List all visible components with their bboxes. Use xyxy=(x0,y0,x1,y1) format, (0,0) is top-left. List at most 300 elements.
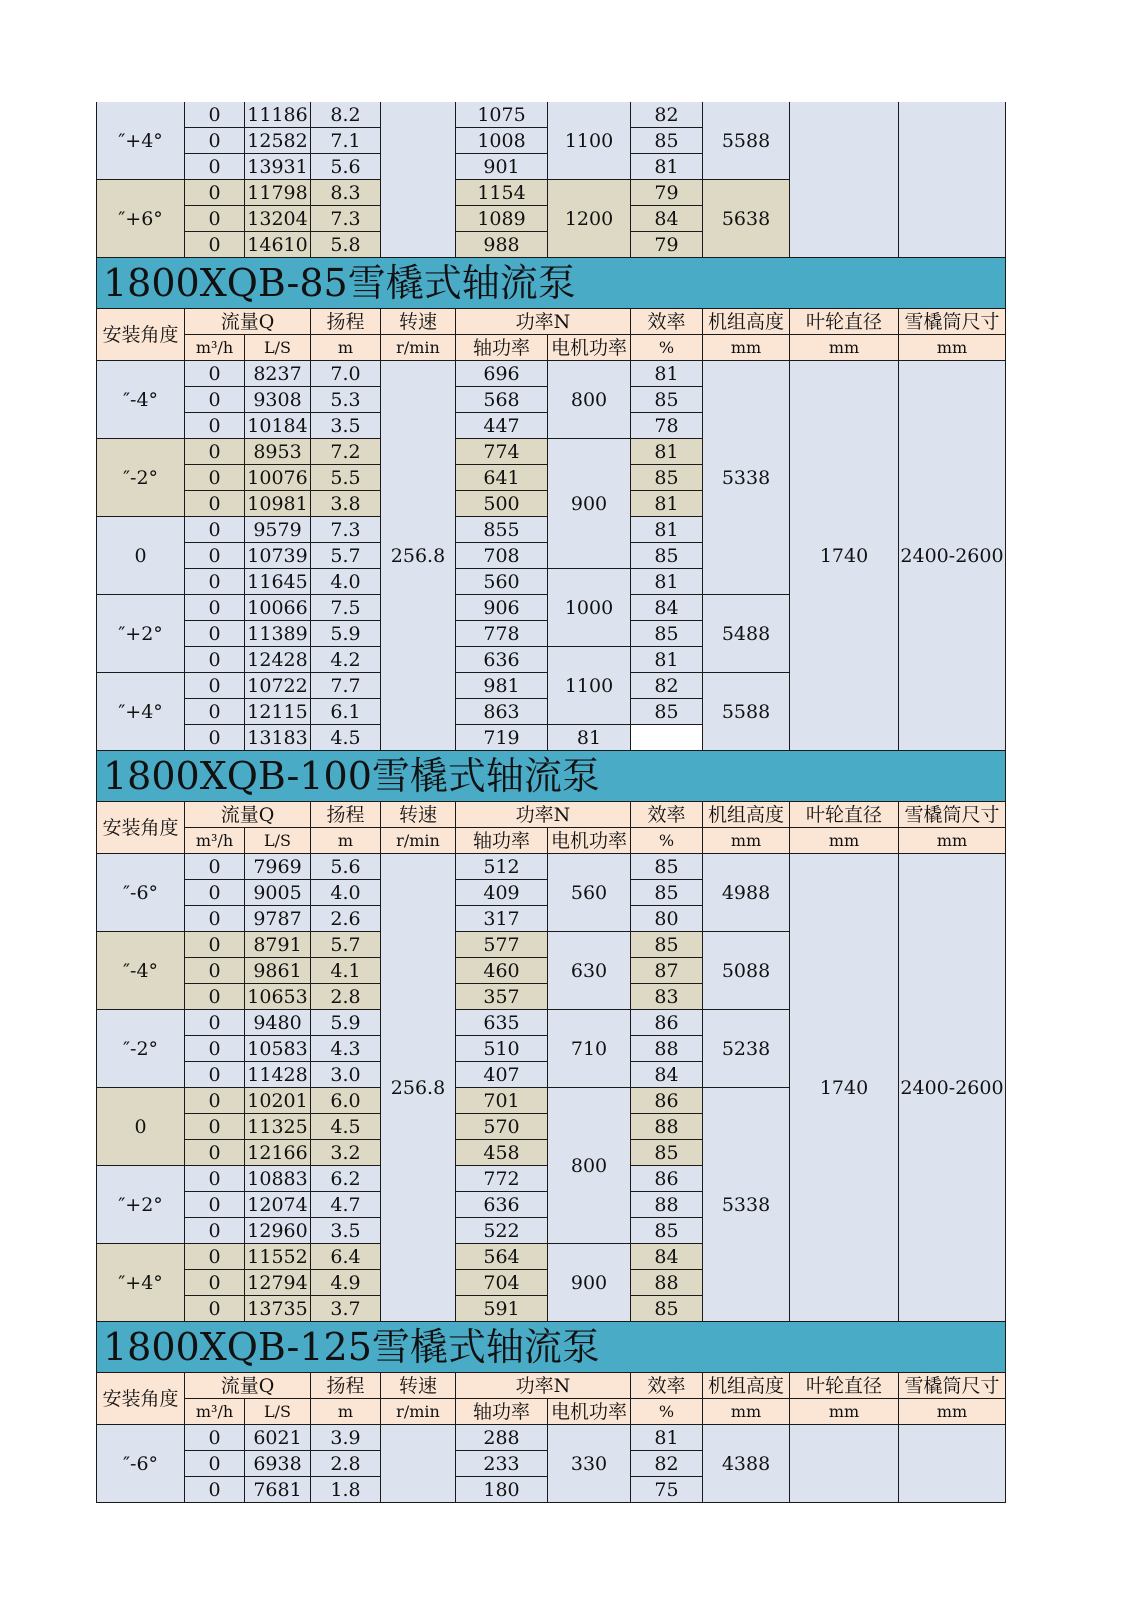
efficiency-cell: 85 xyxy=(631,854,703,880)
angle-cell: ″+4° xyxy=(97,1244,185,1322)
shaft-power-cell: 233 xyxy=(456,1451,548,1477)
flow-m3h-cell: 0 xyxy=(185,1244,245,1270)
head-cell: 5.9 xyxy=(311,621,381,647)
efficiency-cell: 85 xyxy=(631,699,703,725)
head-cell: 6.1 xyxy=(311,699,381,725)
efficiency-cell: 81 xyxy=(631,647,703,673)
header-row xyxy=(97,1373,1006,1399)
flow-ls-cell: 8237 xyxy=(245,361,311,387)
flow-ls-cell: 12074 xyxy=(245,1192,311,1218)
efficiency-cell: 81 xyxy=(631,154,703,180)
unit-percent: % xyxy=(631,828,703,854)
header-barrel: 雪橇筒尺寸 xyxy=(899,309,1006,335)
motor-power-cell: 560 xyxy=(548,854,631,932)
header-speed: 转速 xyxy=(381,802,456,828)
head-cell: 3.5 xyxy=(311,413,381,439)
header-impeller: 叶轮直径 xyxy=(790,309,899,335)
efficiency-cell: 80 xyxy=(631,906,703,932)
unit-m: m xyxy=(311,335,381,361)
speed-cell: 256.8 xyxy=(381,854,456,1322)
head-cell: 3.7 xyxy=(311,1296,381,1322)
efficiency-cell: 85 xyxy=(631,465,703,491)
header-unit-height: 机组高度 xyxy=(703,802,790,828)
unit-height-cell: 5088 xyxy=(703,932,790,1010)
angle-cell: ″-4° xyxy=(97,361,185,439)
head-cell: 5.8 xyxy=(311,232,381,258)
unit-m3h: m³/h xyxy=(185,335,245,361)
shaft-power-cell: 522 xyxy=(456,1218,548,1244)
shaft-power-cell: 906 xyxy=(456,595,548,621)
head-cell: 5.3 xyxy=(311,387,381,413)
efficiency-cell: 82 xyxy=(631,1451,703,1477)
flow-ls-cell: 11645 xyxy=(245,569,311,595)
unit-ls: L/S xyxy=(245,828,311,854)
shaft-power-cell: 512 xyxy=(456,854,548,880)
motor-power-cell: 1100 xyxy=(548,102,631,180)
barrel-cell xyxy=(899,102,1006,258)
head-cell: 1.8 xyxy=(311,1477,381,1503)
efficiency-cell: 85 xyxy=(631,880,703,906)
shaft-power-cell: 636 xyxy=(456,647,548,673)
head-cell: 3.8 xyxy=(311,491,381,517)
unit-mm: mm xyxy=(899,828,1006,854)
shaft-power-cell: 701 xyxy=(456,1088,548,1114)
flow-m3h-cell: 0 xyxy=(185,1270,245,1296)
impeller-cell xyxy=(790,102,899,258)
flow-m3h-cell: 0 xyxy=(185,854,245,880)
head-cell: 5.7 xyxy=(311,543,381,569)
unit-m3h: m³/h xyxy=(185,828,245,854)
shaft-power-cell: 357 xyxy=(456,984,548,1010)
efficiency-cell: 86 xyxy=(631,1088,703,1114)
header-head: 扬程 xyxy=(311,1373,381,1399)
shaft-power-cell: 988 xyxy=(456,232,548,258)
unit-ls: L/S xyxy=(245,1399,311,1425)
section-title: 1800XQB-100雪橇式轴流泵 xyxy=(97,751,1006,802)
flow-m3h-cell: 0 xyxy=(185,958,245,984)
header-head: 扬程 xyxy=(311,309,381,335)
shaft-power-cell: 568 xyxy=(456,387,548,413)
efficiency-cell: 87 xyxy=(631,958,703,984)
unit-mm: mm xyxy=(703,1399,790,1425)
unit-mm: mm xyxy=(790,335,899,361)
flow-ls-cell: 9861 xyxy=(245,958,311,984)
flow-ls-cell: 10201 xyxy=(245,1088,311,1114)
unit-height-cell: 4988 xyxy=(703,854,790,932)
unit-mm: mm xyxy=(703,335,790,361)
unit-percent: % xyxy=(631,335,703,361)
flow-ls-cell: 7681 xyxy=(245,1477,311,1503)
efficiency-cell: 85 xyxy=(631,543,703,569)
flow-m3h-cell: 0 xyxy=(185,361,245,387)
unit-mm: mm xyxy=(899,335,1006,361)
head-cell: 5.6 xyxy=(311,154,381,180)
header-efficiency: 效率 xyxy=(631,309,703,335)
flow-ls-cell: 9005 xyxy=(245,880,311,906)
head-cell: 7.7 xyxy=(311,673,381,699)
header-impeller: 叶轮直径 xyxy=(790,1373,899,1399)
motor-power-cell: 900 xyxy=(548,1244,631,1322)
head-cell: 8.3 xyxy=(311,180,381,206)
shaft-power-cell: 901 xyxy=(456,154,548,180)
flow-m3h-cell: 0 xyxy=(185,1088,245,1114)
barrel-cell: 2400-2600 xyxy=(899,361,1006,751)
shaft-power-cell: 1154 xyxy=(456,180,548,206)
shaft-power-cell: 510 xyxy=(456,1036,548,1062)
section-title-row xyxy=(97,751,1006,802)
head-cell: 2.6 xyxy=(311,906,381,932)
flow-ls-cell: 8953 xyxy=(245,439,311,465)
motor-power-cell: 1100 xyxy=(548,647,631,725)
unit-height-cell: 5588 xyxy=(703,673,790,751)
flow-m3h-cell: 0 xyxy=(185,206,245,232)
head-cell: 3.0 xyxy=(311,1062,381,1088)
motor-power-cell: 800 xyxy=(548,1088,631,1244)
angle-cell: 0 xyxy=(97,517,185,595)
header-flow: 流量Q xyxy=(185,1373,311,1399)
header-speed: 转速 xyxy=(381,309,456,335)
header-motor-power: 电机功率 xyxy=(548,828,631,854)
flow-m3h-cell: 0 xyxy=(185,1477,245,1503)
angle-cell: ″+2° xyxy=(97,595,185,673)
flow-ls-cell: 12960 xyxy=(245,1218,311,1244)
flow-ls-cell: 10066 xyxy=(245,595,311,621)
flow-m3h-cell: 0 xyxy=(185,439,245,465)
unit-percent: % xyxy=(631,1399,703,1425)
unit-row xyxy=(97,335,1006,361)
head-cell: 4.2 xyxy=(311,647,381,673)
flow-m3h-cell: 0 xyxy=(185,1062,245,1088)
flow-m3h-cell: 0 xyxy=(185,465,245,491)
efficiency-cell: 84 xyxy=(631,206,703,232)
shaft-power-cell: 719 xyxy=(456,725,548,751)
flow-ls-cell: 11428 xyxy=(245,1062,311,1088)
head-cell: 6.4 xyxy=(311,1244,381,1270)
efficiency-cell: 84 xyxy=(631,1062,703,1088)
header-impeller: 叶轮直径 xyxy=(790,802,899,828)
flow-ls-cell: 13204 xyxy=(245,206,311,232)
header-shaft-power: 轴功率 xyxy=(456,828,548,854)
unit-height-cell: 4388 xyxy=(703,1425,790,1503)
head-cell: 2.8 xyxy=(311,984,381,1010)
flow-ls-cell: 10184 xyxy=(245,413,311,439)
motor-power-cell: 330 xyxy=(548,1425,631,1503)
efficiency-cell: 88 xyxy=(631,1270,703,1296)
shaft-power-cell: 317 xyxy=(456,906,548,932)
shaft-power-cell: 409 xyxy=(456,880,548,906)
flow-m3h-cell: 0 xyxy=(185,128,245,154)
angle-cell: ″+6° xyxy=(97,180,185,258)
flow-ls-cell: 10981 xyxy=(245,491,311,517)
section-title: 1800XQB-85雪橇式轴流泵 xyxy=(97,258,1006,309)
shaft-power-cell: 180 xyxy=(456,1477,548,1503)
motor-power-cell: 710 xyxy=(548,1010,631,1088)
shaft-power-cell: 778 xyxy=(456,621,548,647)
flow-m3h-cell: 0 xyxy=(185,932,245,958)
efficiency-cell: 75 xyxy=(631,1477,703,1503)
head-cell: 4.5 xyxy=(311,725,381,751)
unit-ls: L/S xyxy=(245,335,311,361)
head-cell: 4.9 xyxy=(311,1270,381,1296)
efficiency-cell: 85 xyxy=(631,1140,703,1166)
shaft-power-cell: 460 xyxy=(456,958,548,984)
flow-ls-cell: 11552 xyxy=(245,1244,311,1270)
header-barrel: 雪橇筒尺寸 xyxy=(899,1373,1006,1399)
table-row xyxy=(97,102,1006,128)
unit-row xyxy=(97,828,1006,854)
impeller-cell: 1740 xyxy=(790,854,899,1322)
head-cell: 7.3 xyxy=(311,206,381,232)
section-title-row xyxy=(97,258,1006,309)
head-cell: 3.9 xyxy=(311,1425,381,1451)
flow-m3h-cell: 0 xyxy=(185,180,245,206)
flow-m3h-cell: 0 xyxy=(185,1451,245,1477)
efficiency-cell: 85 xyxy=(631,128,703,154)
header-angle: 安装角度 xyxy=(97,802,185,854)
efficiency-cell: 79 xyxy=(631,180,703,206)
efficiency-cell: 86 xyxy=(631,1010,703,1036)
header-speed: 转速 xyxy=(381,1373,456,1399)
flow-ls-cell: 7969 xyxy=(245,854,311,880)
flow-m3h-cell: 0 xyxy=(185,906,245,932)
shaft-power-cell: 708 xyxy=(456,543,548,569)
flow-ls-cell: 13183 xyxy=(245,725,311,751)
shaft-power-cell: 772 xyxy=(456,1166,548,1192)
head-cell: 6.2 xyxy=(311,1166,381,1192)
shaft-power-cell: 577 xyxy=(456,932,548,958)
shaft-power-cell: 696 xyxy=(456,361,548,387)
flow-ls-cell: 8791 xyxy=(245,932,311,958)
flow-ls-cell: 12428 xyxy=(245,647,311,673)
motor-power-cell: 800 xyxy=(548,361,631,439)
efficiency-cell: 83 xyxy=(631,984,703,1010)
angle-cell: ″-6° xyxy=(97,1425,185,1503)
flow-ls-cell: 9579 xyxy=(245,517,311,543)
efficiency-cell: 86 xyxy=(631,1166,703,1192)
flow-ls-cell: 12115 xyxy=(245,699,311,725)
flow-m3h-cell: 0 xyxy=(185,517,245,543)
header-shaft-power: 轴功率 xyxy=(456,1399,548,1425)
header-efficiency: 效率 xyxy=(631,802,703,828)
shaft-power-cell: 641 xyxy=(456,465,548,491)
efficiency-cell: 82 xyxy=(631,673,703,699)
head-cell: 4.7 xyxy=(311,1192,381,1218)
shaft-power-cell: 704 xyxy=(456,1270,548,1296)
impeller-cell xyxy=(790,1425,899,1503)
motor-power-cell: 1000 xyxy=(548,569,631,647)
flow-ls-cell: 6938 xyxy=(245,1451,311,1477)
flow-m3h-cell: 0 xyxy=(185,387,245,413)
flow-m3h-cell: 0 xyxy=(185,1218,245,1244)
header-row xyxy=(97,309,1006,335)
efficiency-cell: 78 xyxy=(631,413,703,439)
head-cell: 5.9 xyxy=(311,1010,381,1036)
angle-cell: 0 xyxy=(97,1088,185,1166)
angle-cell: ″-2° xyxy=(97,1010,185,1088)
efficiency-cell: 82 xyxy=(631,102,703,128)
efficiency-cell: 84 xyxy=(631,1244,703,1270)
spreadsheet-page xyxy=(96,102,1005,1503)
efficiency-cell: 81 xyxy=(631,439,703,465)
unit-height-cell: 5588 xyxy=(703,102,790,180)
efficiency-cell: 79 xyxy=(631,232,703,258)
flow-ls-cell: 11186 xyxy=(245,102,311,128)
flow-m3h-cell: 0 xyxy=(185,1166,245,1192)
efficiency-cell: 85 xyxy=(631,621,703,647)
shaft-power-cell: 447 xyxy=(456,413,548,439)
efficiency-cell: 81 xyxy=(631,569,703,595)
angle-cell: ″-2° xyxy=(97,439,185,517)
efficiency-cell: 81 xyxy=(631,517,703,543)
flow-ls-cell: 6021 xyxy=(245,1425,311,1451)
speed-cell: 256.8 xyxy=(381,361,456,751)
shaft-power-cell: 407 xyxy=(456,1062,548,1088)
unit-m: m xyxy=(311,1399,381,1425)
shaft-power-cell: 774 xyxy=(456,439,548,465)
head-cell: 2.8 xyxy=(311,1451,381,1477)
head-cell: 7.5 xyxy=(311,595,381,621)
flow-ls-cell: 11798 xyxy=(245,180,311,206)
motor-power-cell: 900 xyxy=(548,439,631,569)
header-angle: 安装角度 xyxy=(97,1373,185,1425)
unit-height-cell: 5238 xyxy=(703,1010,790,1088)
flow-ls-cell: 9787 xyxy=(245,906,311,932)
header-flow: 流量Q xyxy=(185,309,311,335)
flow-ls-cell: 13931 xyxy=(245,154,311,180)
shaft-power-cell: 635 xyxy=(456,1010,548,1036)
head-cell: 7.1 xyxy=(311,128,381,154)
section-title: 1800XQB-125雪橇式轴流泵 xyxy=(97,1322,1006,1373)
header-shaft-power: 轴功率 xyxy=(456,335,548,361)
head-cell: 3.2 xyxy=(311,1140,381,1166)
head-cell: 5.7 xyxy=(311,932,381,958)
head-cell: 7.0 xyxy=(311,361,381,387)
efficiency-cell: 88 xyxy=(631,1114,703,1140)
head-cell: 3.5 xyxy=(311,1218,381,1244)
efficiency-cell: 81 xyxy=(548,725,631,751)
table-row xyxy=(97,1425,1006,1451)
efficiency-cell: 81 xyxy=(631,1425,703,1451)
flow-m3h-cell: 0 xyxy=(185,102,245,128)
barrel-cell xyxy=(899,1425,1006,1503)
flow-m3h-cell: 0 xyxy=(185,1425,245,1451)
flow-ls-cell: 10722 xyxy=(245,673,311,699)
pump-performance-table xyxy=(96,102,1006,1503)
flow-m3h-cell: 0 xyxy=(185,232,245,258)
efficiency-cell: 81 xyxy=(631,361,703,387)
flow-ls-cell: 12582 xyxy=(245,128,311,154)
head-cell: 4.1 xyxy=(311,958,381,984)
header-power: 功率N xyxy=(456,309,631,335)
head-cell: 7.3 xyxy=(311,517,381,543)
unit-height-cell: 5338 xyxy=(703,361,790,595)
header-power: 功率N xyxy=(456,1373,631,1399)
flow-ls-cell: 12794 xyxy=(245,1270,311,1296)
shaft-power-cell: 855 xyxy=(456,517,548,543)
header-barrel: 雪橇筒尺寸 xyxy=(899,802,1006,828)
flow-m3h-cell: 0 xyxy=(185,984,245,1010)
flow-ls-cell: 12166 xyxy=(245,1140,311,1166)
flow-m3h-cell: 0 xyxy=(185,699,245,725)
unit-row xyxy=(97,1399,1006,1425)
flow-m3h-cell: 0 xyxy=(185,154,245,180)
header-efficiency: 效率 xyxy=(631,1373,703,1399)
shaft-power-cell: 560 xyxy=(456,569,548,595)
flow-m3h-cell: 0 xyxy=(185,647,245,673)
shaft-power-cell: 591 xyxy=(456,1296,548,1322)
efficiency-cell: 81 xyxy=(631,491,703,517)
unit-height-cell: 5488 xyxy=(703,595,790,673)
shaft-power-cell: 500 xyxy=(456,491,548,517)
unit-rpm: r/min xyxy=(381,828,456,854)
flow-m3h-cell: 0 xyxy=(185,880,245,906)
unit-mm: mm xyxy=(899,1399,1006,1425)
shaft-power-cell: 458 xyxy=(456,1140,548,1166)
header-head: 扬程 xyxy=(311,802,381,828)
head-cell: 5.6 xyxy=(311,854,381,880)
shaft-power-cell: 564 xyxy=(456,1244,548,1270)
flow-ls-cell: 10739 xyxy=(245,543,311,569)
flow-m3h-cell: 0 xyxy=(185,673,245,699)
flow-ls-cell: 14610 xyxy=(245,232,311,258)
head-cell: 4.3 xyxy=(311,1036,381,1062)
table-row xyxy=(97,361,1006,387)
speed-cell xyxy=(381,1425,456,1503)
flow-ls-cell: 10076 xyxy=(245,465,311,491)
head-cell: 7.2 xyxy=(311,439,381,465)
shaft-power-cell: 863 xyxy=(456,699,548,725)
head-cell: 4.0 xyxy=(311,880,381,906)
head-cell: 6.0 xyxy=(311,1088,381,1114)
angle-cell: ″+2° xyxy=(97,1166,185,1244)
angle-cell: ″+4° xyxy=(97,102,185,180)
shaft-power-cell: 570 xyxy=(456,1114,548,1140)
efficiency-cell: 85 xyxy=(631,387,703,413)
flow-m3h-cell: 0 xyxy=(185,1140,245,1166)
flow-m3h-cell: 0 xyxy=(185,569,245,595)
head-cell: 5.5 xyxy=(311,465,381,491)
angle-cell: ″+4° xyxy=(97,673,185,751)
flow-m3h-cell: 0 xyxy=(185,1296,245,1322)
shaft-power-cell: 288 xyxy=(456,1425,548,1451)
motor-power-cell: 630 xyxy=(548,932,631,1010)
unit-m: m xyxy=(311,828,381,854)
efficiency-cell: 88 xyxy=(631,1036,703,1062)
flow-m3h-cell: 0 xyxy=(185,1192,245,1218)
efficiency-cell: 84 xyxy=(631,595,703,621)
unit-height-cell: 5638 xyxy=(703,180,790,258)
motor-power-cell: 1200 xyxy=(548,180,631,258)
efficiency-cell: 85 xyxy=(631,1296,703,1322)
section-title-row xyxy=(97,1322,1006,1373)
head-cell: 8.2 xyxy=(311,102,381,128)
unit-mm: mm xyxy=(790,828,899,854)
head-cell: 4.0 xyxy=(311,569,381,595)
flow-m3h-cell: 0 xyxy=(185,621,245,647)
impeller-cell: 1740 xyxy=(790,361,899,751)
header-motor-power: 电机功率 xyxy=(548,1399,631,1425)
shaft-power-cell: 1008 xyxy=(456,128,548,154)
flow-m3h-cell: 0 xyxy=(185,1010,245,1036)
head-cell: 4.5 xyxy=(311,1114,381,1140)
angle-cell: ″-6° xyxy=(97,854,185,932)
unit-rpm: r/min xyxy=(381,1399,456,1425)
flow-ls-cell: 9480 xyxy=(245,1010,311,1036)
header-power: 功率N xyxy=(456,802,631,828)
flow-ls-cell: 11389 xyxy=(245,621,311,647)
unit-height-cell: 5338 xyxy=(703,1088,790,1322)
unit-m3h: m³/h xyxy=(185,1399,245,1425)
